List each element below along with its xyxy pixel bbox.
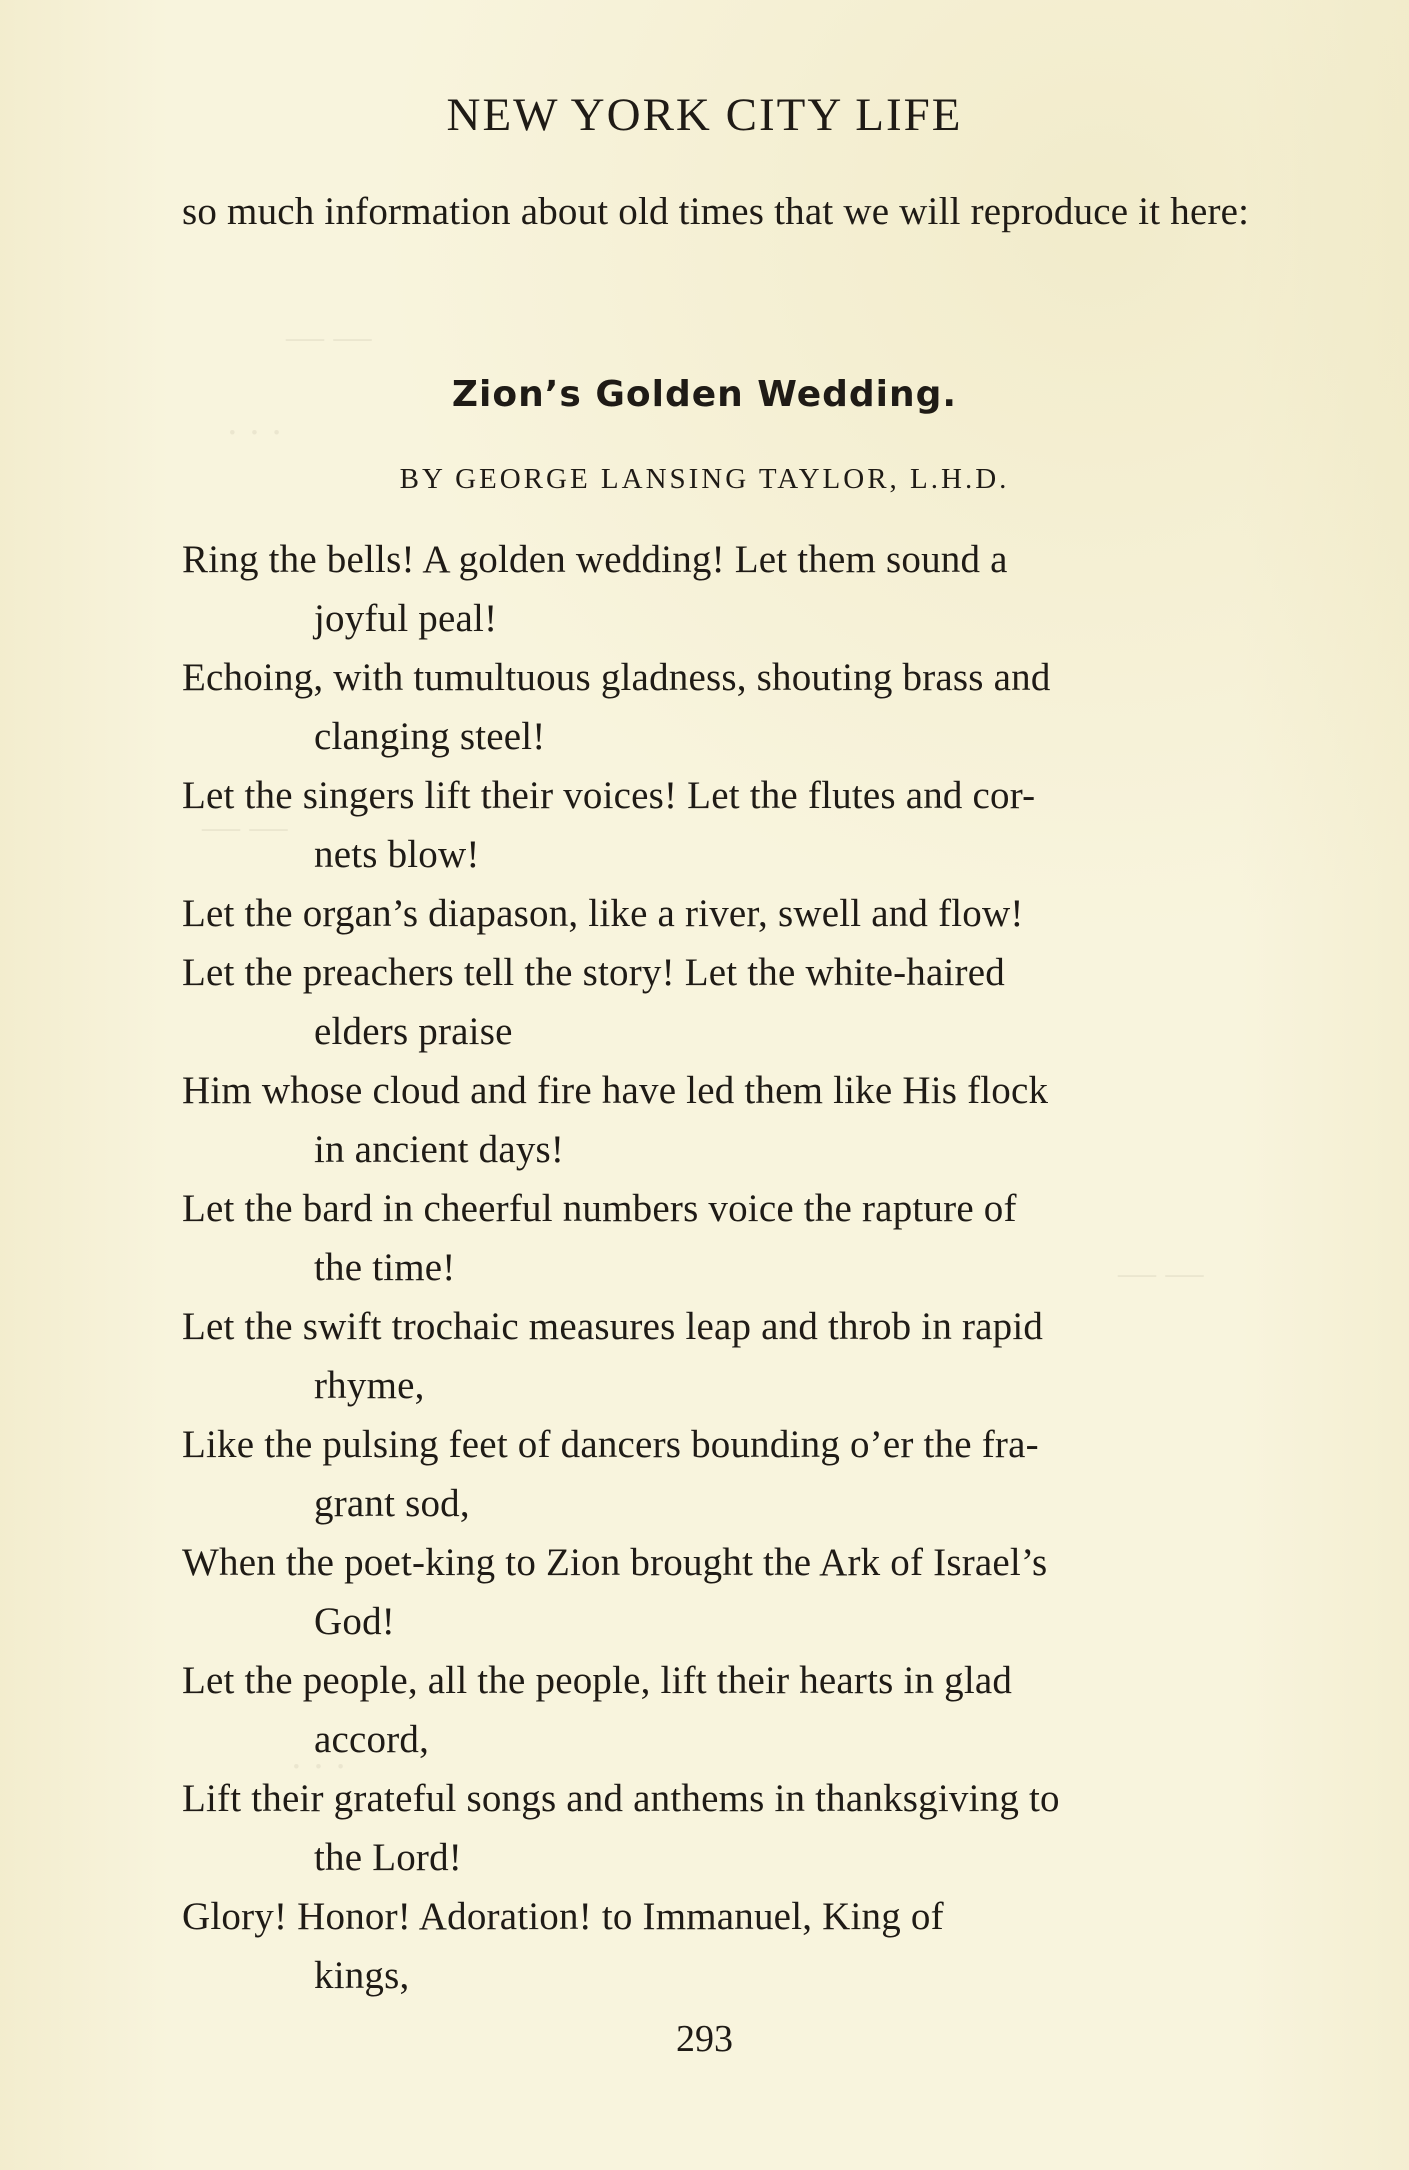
poem-line-cornets: nets blow! bbox=[314, 833, 480, 876]
bleed-through-mark: — — bbox=[286, 316, 372, 358]
bleed-through-mark: — — bbox=[1118, 1252, 1204, 1294]
poem-line-accord: accord, bbox=[314, 1718, 430, 1761]
poem-line-clanging-steel: clanging steel! bbox=[314, 715, 546, 758]
bleed-through-mark: — — bbox=[202, 806, 288, 848]
poem-line-time: the time! bbox=[314, 1246, 456, 1289]
poem-line-glory: Glory! Honor! Adoration! to Immanuel, King of bbox=[182, 1895, 944, 1938]
poem-line-joyful-peal: joyful peal! bbox=[314, 597, 498, 640]
poem-line-people: Let the people, all the people, lift their hearts in glad bbox=[182, 1659, 1013, 1702]
poem-line-lord: the Lord! bbox=[314, 1836, 462, 1879]
poem-line-singers: Let the singers lift their voices! Let the flutes and cor- bbox=[182, 774, 1036, 817]
poem-line-bard: Let the bard in cheerful numbers voice the rapture of bbox=[182, 1187, 1017, 1230]
poem-line-rhyme: rhyme, bbox=[314, 1364, 425, 1407]
poem-line-dancers: Like the pulsing feet of dancers bounding o’er the fra- bbox=[182, 1423, 1039, 1466]
poem-line-echoing: Echoing, with tumultuous gladness, shouting brass and bbox=[182, 656, 1051, 699]
poem-line-elders: elders praise bbox=[314, 1010, 513, 1053]
bleed-through-mark: · · · bbox=[290, 1746, 347, 1788]
poem-byline: BY GEORGE LANSING TAYLOR, L.H.D. bbox=[399, 463, 1010, 495]
poem-line-organ: Let the organ’s diapason, like a river, swell and flow! bbox=[182, 892, 1024, 935]
poem-line-grateful-songs: Lift their grateful songs and anthems in thanksgiving to bbox=[182, 1777, 1060, 1820]
poem-line-sod: grant sod, bbox=[314, 1482, 470, 1525]
poem-line-ring-bells: Ring the bells! A golden wedding! Let them sound a bbox=[182, 538, 1008, 581]
bleed-through-mark: · · · bbox=[226, 412, 283, 454]
page-number: 293 bbox=[676, 2018, 733, 2060]
poem-line-poet-king: When the poet-king to Zion brought the Ark of Israel’s bbox=[182, 1541, 1048, 1584]
poem-line-ancient-days: in ancient days! bbox=[314, 1128, 565, 1171]
poem-line-trochaic: Let the swift trochaic measures leap and throb in rapid bbox=[182, 1305, 1044, 1348]
poem-line-kings: kings, bbox=[314, 1954, 410, 1997]
poem-title: Zion’s Golden Wedding. bbox=[451, 374, 958, 415]
poem-line-god: God! bbox=[314, 1600, 395, 1643]
running-head: NEW YORK CITY LIFE bbox=[446, 89, 963, 141]
intro-paragraph: so much information about old times that we will reproduce it here: bbox=[182, 190, 1250, 233]
poem-line-cloud-fire: Him whose cloud and fire have led them like His flock bbox=[182, 1069, 1049, 1112]
poem-line-preachers: Let the preachers tell the story! Let the white-haired bbox=[182, 951, 1005, 994]
poem-body bbox=[182, 530, 1292, 2005]
